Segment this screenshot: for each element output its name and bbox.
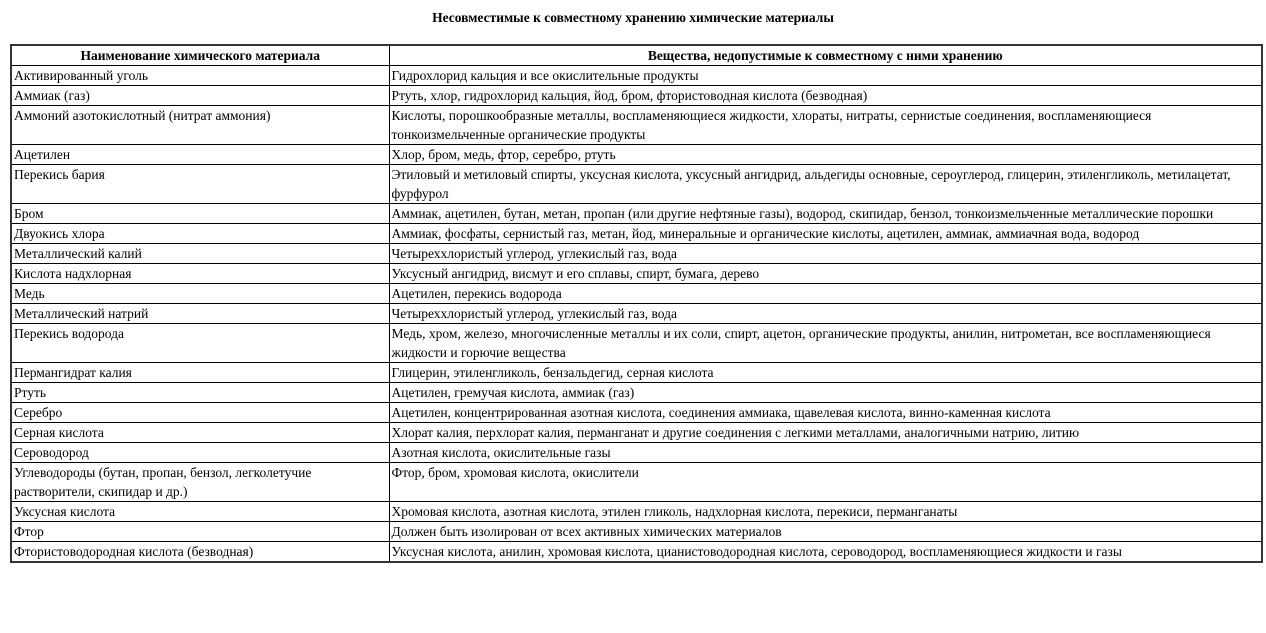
table-row bbox=[11, 502, 1262, 522]
table-row bbox=[11, 204, 1262, 224]
cell-incompatible: Ацетилен, гремучая кислота, аммиак (газ) bbox=[389, 383, 1262, 403]
cell-material: Медь bbox=[11, 284, 389, 304]
cell-material: Углеводороды (бутан, пропан, бензол, легколетучие растворители, скипидар и др.) bbox=[11, 463, 389, 502]
cell-material: Пермангидрат калия bbox=[11, 363, 389, 383]
table-row bbox=[11, 284, 1262, 304]
table-row bbox=[11, 443, 1262, 463]
cell-incompatible: Уксусная кислота, анилин, хромовая кислота, цианистоводородная кислота, сероводород, воспламеняющиеся жидкости и газы bbox=[389, 542, 1262, 563]
table-row bbox=[11, 145, 1262, 165]
cell-incompatible: Этиловый и метиловый спирты, уксусная кислота, уксусный ангидрид, альдегиды основные, сероуглерод, глицерин, этиленгликоль, метилацетат, фурфурол bbox=[389, 165, 1262, 204]
cell-material: Двуокись хлора bbox=[11, 224, 389, 244]
cell-incompatible: Ацетилен, перекись водорода bbox=[389, 284, 1262, 304]
cell-incompatible: Фтор, бром, хромовая кислота, окислители bbox=[389, 463, 1262, 502]
table-row bbox=[11, 304, 1262, 324]
cell-material: Фтор bbox=[11, 522, 389, 542]
cell-material: Активированный уголь bbox=[11, 66, 389, 86]
table-row bbox=[11, 66, 1262, 86]
cell-material: Ацетилен bbox=[11, 145, 389, 165]
cell-incompatible: Четыреххлористый углерод, углекислый газ, вода bbox=[389, 304, 1262, 324]
table-row bbox=[11, 403, 1262, 423]
cell-incompatible: Азотная кислота, окислительные газы bbox=[389, 443, 1262, 463]
cell-material: Ртуть bbox=[11, 383, 389, 403]
cell-material: Серебро bbox=[11, 403, 389, 423]
table-row bbox=[11, 324, 1262, 363]
cell-incompatible: Ртуть, хлор, гидрохлорид кальция, йод, бром, фтористоводная кислота (безводная) bbox=[389, 86, 1262, 106]
cell-incompatible: Аммиак, фосфаты, сернистый газ, метан, йод, минеральные и органические кислоты, ацетилен, аммиак, аммиачная вода, водород bbox=[389, 224, 1262, 244]
cell-incompatible: Медь, хром, железо, многочисленные металлы и их соли, спирт, ацетон, органические продукты, анилин, нитрометан, все воспламеняющиеся жидкости и горючие вещества bbox=[389, 324, 1262, 363]
table-row bbox=[11, 244, 1262, 264]
cell-material: Металлический калий bbox=[11, 244, 389, 264]
cell-incompatible: Глицерин, этиленгликоль, бензальдегид, серная кислота bbox=[389, 363, 1262, 383]
table-row bbox=[11, 522, 1262, 542]
cell-material: Серная кислота bbox=[11, 423, 389, 443]
cell-material: Аммиак (газ) bbox=[11, 86, 389, 106]
cell-material: Бром bbox=[11, 204, 389, 224]
table-row bbox=[11, 463, 1262, 502]
cell-material: Перекись водорода bbox=[11, 324, 389, 363]
table-body bbox=[11, 66, 1262, 563]
header-material: Наименование химического материала bbox=[11, 45, 389, 66]
table-row bbox=[11, 165, 1262, 204]
cell-incompatible: Уксусный ангидрид, висмут и его сплавы, спирт, бумага, дерево bbox=[389, 264, 1262, 284]
table-row bbox=[11, 423, 1262, 443]
cell-incompatible: Гидрохлорид кальция и все окислительные продукты bbox=[389, 66, 1262, 86]
cell-incompatible: Хлорат калия, перхлорат калия, перманганат и другие соединения с легкими металлами, аналогичными натрию, литию bbox=[389, 423, 1262, 443]
incompatibility-table bbox=[10, 44, 1263, 563]
table-row bbox=[11, 106, 1262, 145]
cell-incompatible: Должен быть изолирован от всех активных химических материалов bbox=[389, 522, 1262, 542]
table-row bbox=[11, 224, 1262, 244]
table-row bbox=[11, 264, 1262, 284]
cell-material: Уксусная кислота bbox=[11, 502, 389, 522]
page-title: Несовместимые к совместному хранению химические материалы bbox=[432, 10, 834, 25]
table-row bbox=[11, 383, 1262, 403]
cell-material: Сероводород bbox=[11, 443, 389, 463]
table-row bbox=[11, 542, 1262, 563]
cell-incompatible: Четыреххлористый углерод, углекислый газ, вода bbox=[389, 244, 1262, 264]
cell-incompatible: Ацетилен, концентрированная азотная кислота, соединения аммиака, щавелевая кислота, винно-каменная кислота bbox=[389, 403, 1262, 423]
cell-material: Фтористоводородная кислота (безводная) bbox=[11, 542, 389, 563]
header-incompatible: Вещества, недопустимые к совместному с ними хранению bbox=[389, 45, 1262, 66]
cell-incompatible: Хлор, бром, медь, фтор, серебро, ртуть bbox=[389, 145, 1262, 165]
table-row bbox=[11, 86, 1262, 106]
table-row bbox=[11, 363, 1262, 383]
cell-material: Аммоний азотокислотный (нитрат аммония) bbox=[11, 106, 389, 145]
cell-incompatible: Аммиак, ацетилен, бутан, метан, пропан (или другие нефтяные газы), водород, скипидар, бензол, тонкоизмельченные металлические порошки bbox=[389, 204, 1262, 224]
cell-material: Металлический натрий bbox=[11, 304, 389, 324]
cell-material: Кислота надхлорная bbox=[11, 264, 389, 284]
table-header-row bbox=[11, 45, 1262, 66]
cell-material: Перекись бария bbox=[11, 165, 389, 204]
cell-incompatible: Кислоты, порошкообразные металлы, воспламеняющиеся жидкости, хлораты, нитраты, сернистые соединения, воспламеняющиеся тонкоизмельченные органические продукты bbox=[389, 106, 1262, 145]
cell-incompatible: Хромовая кислота, азотная кислота, этилен гликоль, надхлорная кислота, перекиси, перманганаты bbox=[389, 502, 1262, 522]
